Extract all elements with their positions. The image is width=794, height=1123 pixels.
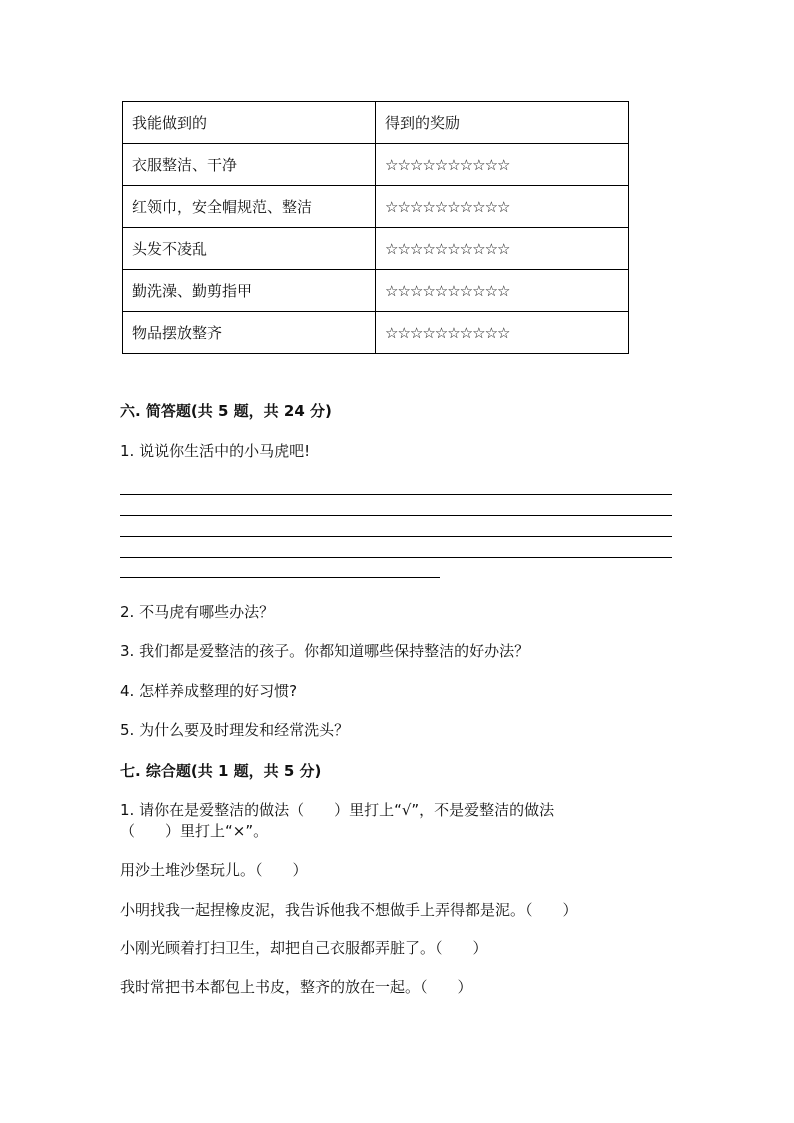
question-4: 4. 怎样养成整理的好习惯? (120, 682, 298, 700)
table-header-row (123, 102, 629, 144)
table-row (123, 228, 629, 270)
table-row (123, 186, 629, 228)
table-cell-item: 衣服整洁、干净 (123, 144, 376, 186)
table-header-cell: 我能做到的 (123, 102, 376, 144)
answer-line[interactable] (120, 494, 672, 495)
section-heading-comprehensive: 七. 综合题(共 1 题，共 5 分) (120, 762, 322, 780)
table-cell-item: 勤洗澡、勤剪指甲 (123, 270, 376, 312)
question-2: 2. 不马虎有哪些办法？ (120, 603, 275, 621)
table-cell-stars: ☆☆☆☆☆☆☆☆☆☆ (376, 312, 629, 354)
reward-table (122, 101, 629, 354)
table-cell-stars: ☆☆☆☆☆☆☆☆☆☆ (376, 144, 629, 186)
instruction-line-2: （ ）里打上“×”。 (120, 822, 269, 840)
table-cell-stars: ☆☆☆☆☆☆☆☆☆☆ (376, 186, 629, 228)
table-row (123, 312, 629, 354)
question-1: 1. 说说你生活中的小马虎吧! (120, 442, 311, 460)
answer-line[interactable] (120, 515, 672, 516)
answer-line[interactable] (120, 536, 672, 537)
judgement-item: 小刚光顾着打扫卫生，却把自己衣服都弄脏了。（ ） (120, 939, 488, 957)
judgement-item: 我时常把书本都包上书皮，整齐的放在一起。（ ） (120, 978, 473, 996)
table-cell-item: 红领巾，安全帽规范、整洁 (123, 186, 376, 228)
judgement-item: 用沙土堆沙堡玩儿。（ ） (120, 861, 308, 879)
table-cell-stars: ☆☆☆☆☆☆☆☆☆☆ (376, 270, 629, 312)
table-row (123, 270, 629, 312)
table-row (123, 144, 629, 186)
answer-line[interactable] (120, 557, 672, 558)
question-5: 5. 为什么要及时理发和经常洗头？ (120, 721, 350, 739)
question-3: 3. 我们都是爱整洁的孩子。你都知道哪些保持整洁的好办法？ (120, 642, 530, 660)
table-cell-item: 物品摆放整齐 (123, 312, 376, 354)
section-heading-short-answer: 六. 简答题(共 5 题，共 24 分) (120, 402, 332, 420)
judgement-item: 小明找我一起捏橡皮泥，我告诉他我不想做手上弄得都是泥。（ ） (120, 901, 578, 919)
table-header-cell: 得到的奖励 (376, 102, 629, 144)
table-cell-stars: ☆☆☆☆☆☆☆☆☆☆ (376, 228, 629, 270)
answer-line[interactable] (120, 577, 440, 578)
instruction-line-1: 1. 请你在是爱整洁的做法（ ）里打上“√”，不是爱整洁的做法 (120, 801, 555, 819)
table-cell-item: 头发不凌乱 (123, 228, 376, 270)
